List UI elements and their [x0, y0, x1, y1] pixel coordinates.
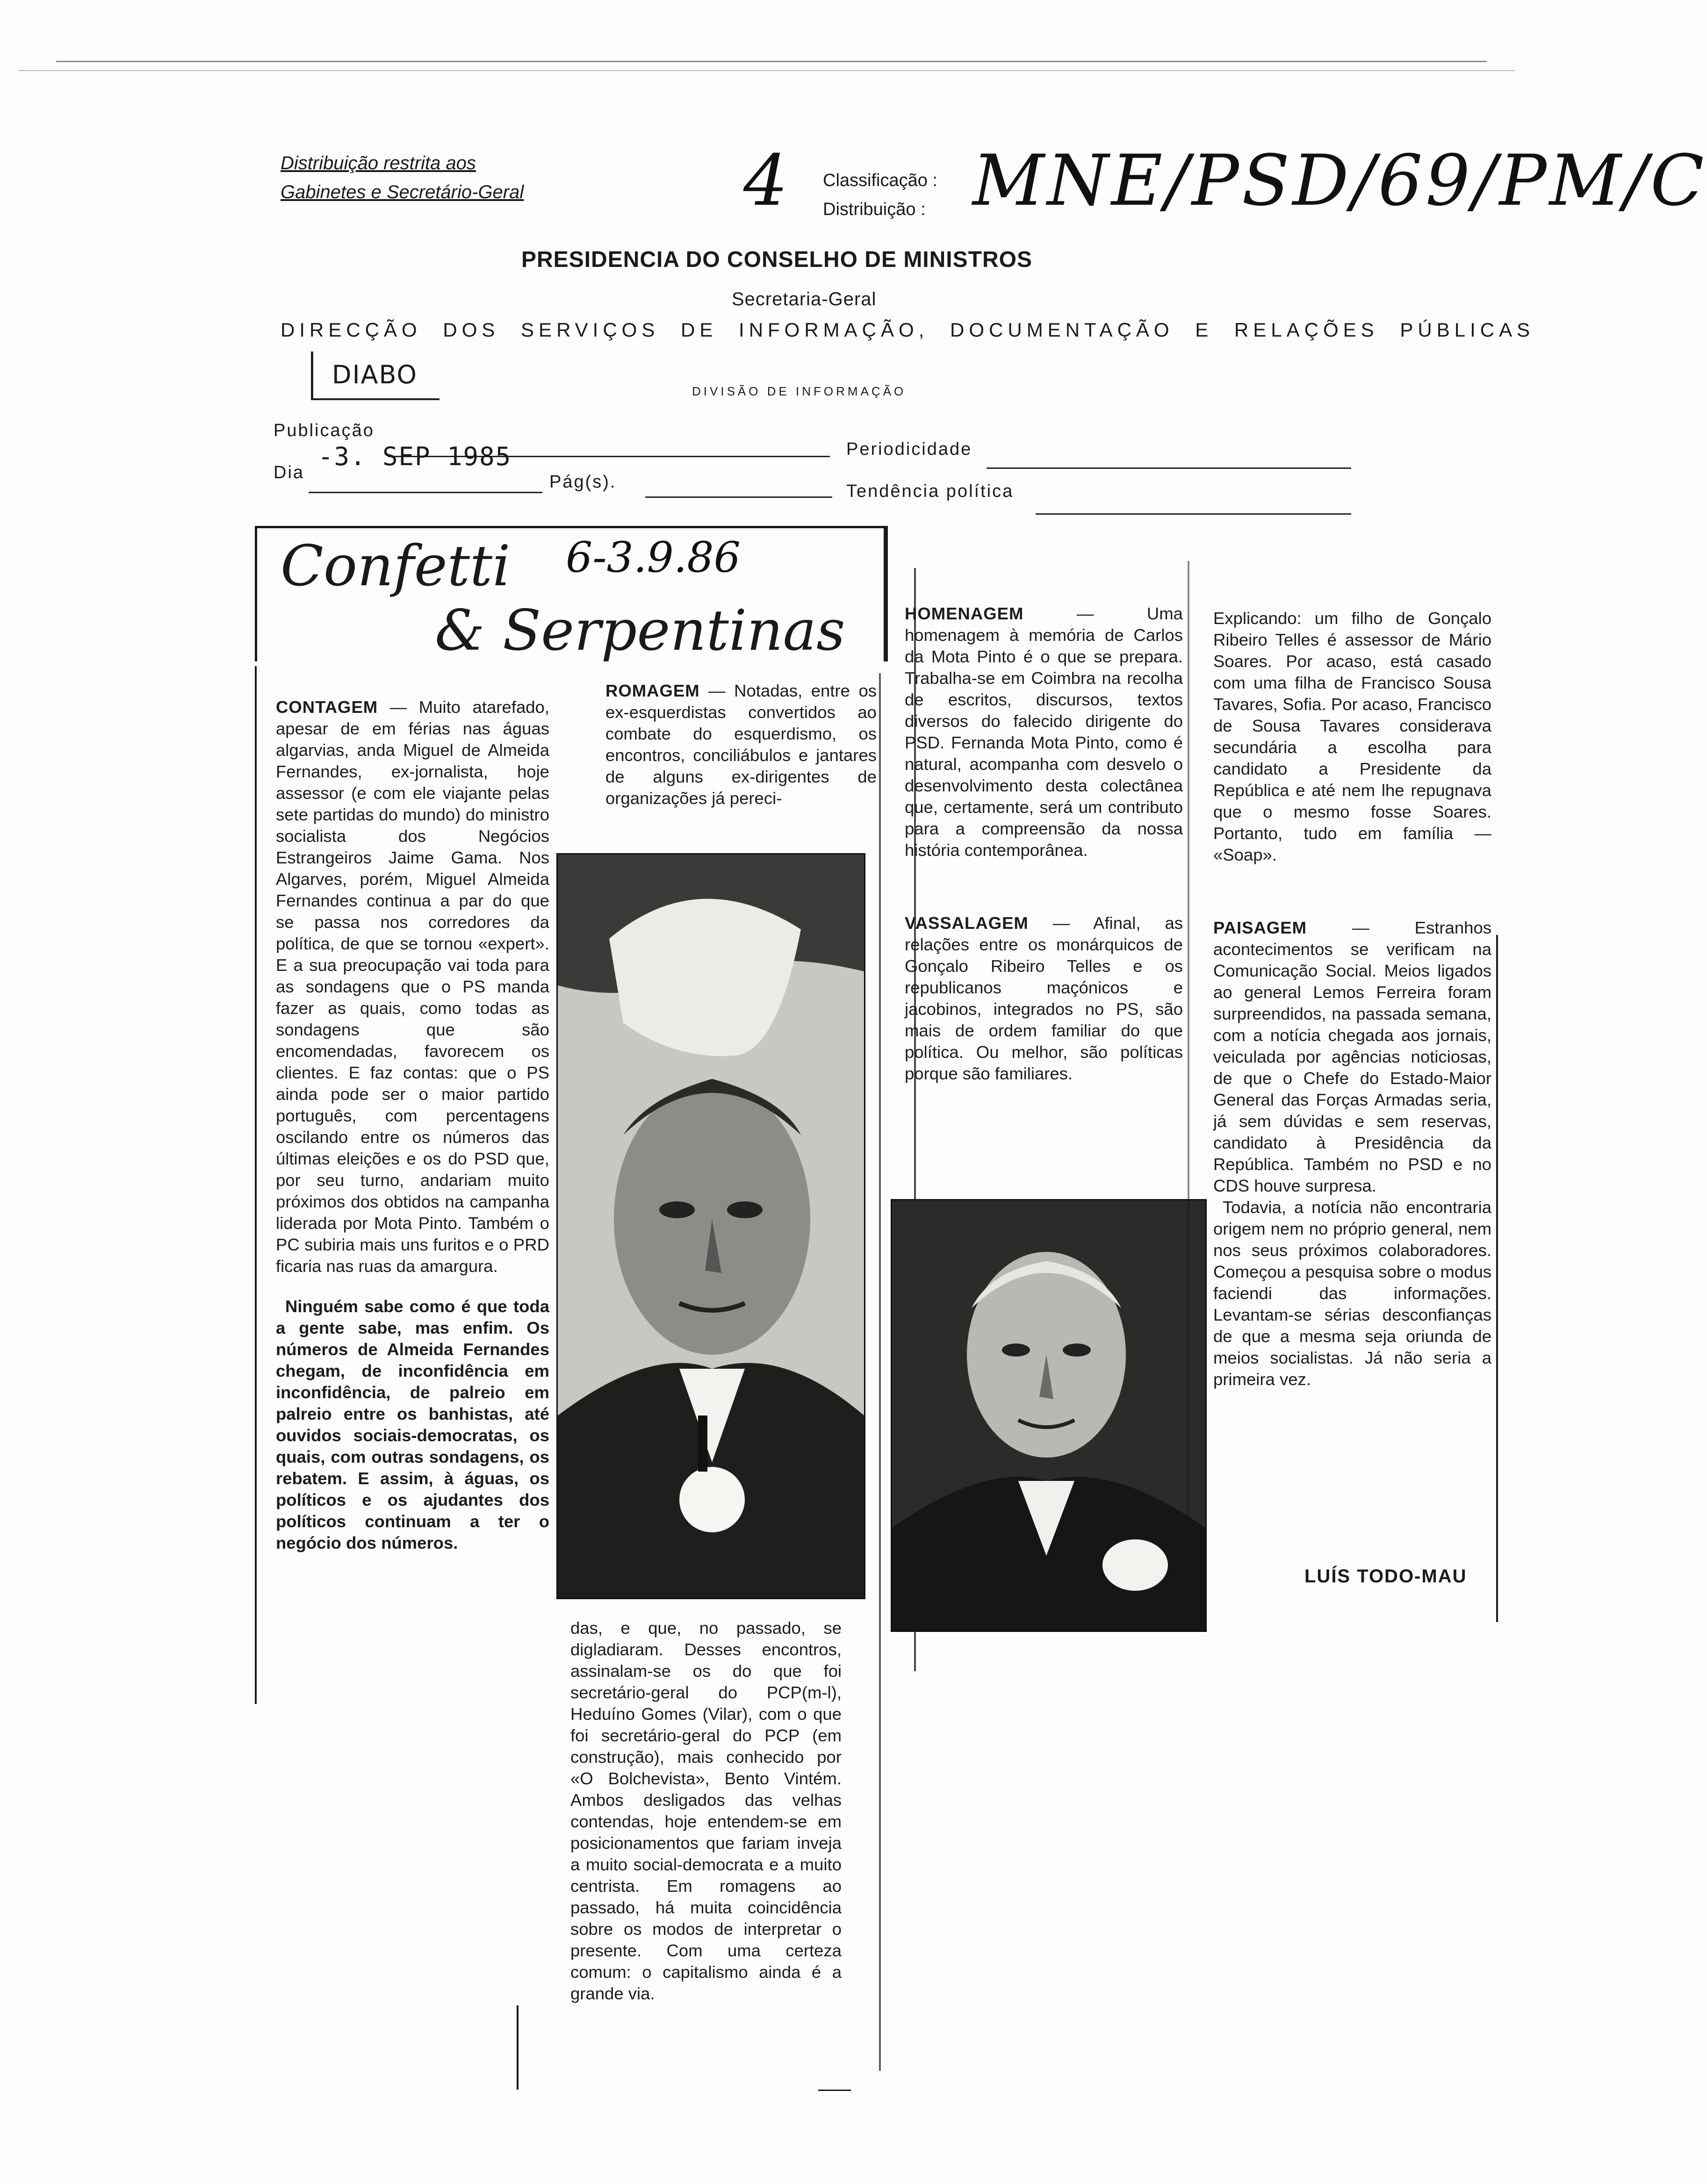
- division-label: DIVISÃO DE INFORMAÇÃO: [692, 384, 907, 398]
- paragraph-explicando: Explicando: um filho de Gonçalo Ribeiro Telles é assessor de Mário Soares. Por acaso, está casado com uma filha de Francisco Sousa Tavares, Sofia. Por acaso, Francisco de Sousa Tavares considerava secundária a escolha para candidato a Presidente da República e até nem lhe repugnava que o mesmo fosse Soares. Portanto, tudo em família — «Soap».: [1213, 609, 1491, 864]
- paragraph-todavia: Todavia, a notícia não encontraria origem nem no próprio general, nem nos seus próximos colaboradores. Começou a pesquisa sobre o modus faciendi das informações. Levantam-se sérias desconfianças de que a mesma seja oriunda de meios socialistas. Já não seria a primeira vez.: [1213, 1198, 1491, 1389]
- secretariat-title: Secretaria-Geral: [732, 289, 877, 309]
- photo-portrait-left-graphic: [558, 855, 864, 1598]
- publicacao-label: Publicação: [274, 421, 375, 440]
- handwritten-date-note: 6-3.9.86: [566, 533, 741, 582]
- scan-mark: [818, 2090, 851, 2091]
- paragraph-romagem: — Notadas, entre os ex-esquerdistas convertidos ao combate do esquerdismo, os encontros, conciliábulos e jantares de alguns ex-dirigentes de organizações já pereci-: [605, 681, 877, 808]
- directorate-title: DIRECÇÃO DOS SERVIÇOS DE INFORMAÇÃO, DOCUMENTAÇÃO E RELAÇÕES PÚBLICAS: [281, 319, 1535, 341]
- paragraph-paisagem: — Estranhos acontecimentos se verificam na Comunicação Social. Meios ligados ao general Lemos Ferreira foram surpreendidos, na passada semana, com a notícia chegada aos jornais, veiculada por agências noticiosas, de que o Chefe do Estado-Maior General das Forças Armadas seria, já sem dúvidas e sem reservas, candidato à Presidência da República. Também no PSD e no CDS houve surpresa.: [1213, 918, 1491, 1195]
- publication-stamp: DIABO: [311, 352, 439, 400]
- paragraph-romagem-continued: das, e que, no passado, se digladiaram. Desses encontros, assinalam-se os do que foi secretário-geral do PCP(m-l), Heduíno Gomes (Vilar), com o que foi secretário-geral do PCP (em construção), mais conhecido por «O Bolchevista», Bento Vintém. Ambos desligados das velhas contendas, hoje entendem-se em posicionamentos que fariam inveja a muito social-democrata e a muito centrista. Em romagens ao passado, há muita coincidência sobre os modos de interpretar o presente. Com uma certeza comum: o capitalismo ainda é a grande via.: [570, 1618, 842, 2003]
- column-2-bottom: [570, 1617, 842, 2004]
- column-2-top: [605, 680, 877, 809]
- tendencia-label: Tendência política: [846, 481, 1014, 501]
- paragraph-homenagem: — Uma homenagem à memória de Carlos da Mota Pinto é o que se prepara. Trabalha-se em Coimbra na recolha de escritos, discursos, textos diversos do falecido dirigente do PSD. Fernanda Mota Pinto, como é natural, acompanha com desvelo o desenvolvimento desta colectânea que, certamente, será um contributo para a compreensão da nossa história contemporânea.: [905, 604, 1183, 860]
- paragraph-contagem: — Muito atarefado, apesar de em férias nas águas algarvias, anda Miguel de Almeida Fernandes, ex-jornalista, hoje assessor (e com ele viajante pelas sete partidas do mundo) do ministro socialista dos Negócios Estrangeiros Jaime Gama. Nos Algarves, porém, Miguel Almeida Fernandes continua a par do que se passa nos corredores da política, de que se tornou «expert». E a sua preocupação vai toda para as sondagens que o PS manda fazer as quais, como todas as sondagens que são encomendadas, favorecem os clientes. E faz contas: que o PS ainda pode ser o maior partido português, com percentagens oscilando entre os números das últimas eleições e os do PSD que, por seu turno, andariam muito próximos dos obtidos na campanha liderada por Mota Pinto. Também o PC subiria mais uns furitos e o PRD ficaria nas ruas da amargura.: [276, 697, 549, 1276]
- article-banner: [255, 526, 888, 661]
- scan-edge-line: [19, 70, 1515, 71]
- handwritten-archive-code: MNE/PSD/69/PM/C: [972, 140, 1707, 222]
- photo-portrait-left: [556, 853, 865, 1599]
- column-4: [1213, 608, 1491, 1390]
- scan-edge-line: [56, 61, 1487, 62]
- section-heading-romagem: ROMAGEM: [605, 681, 700, 700]
- article-byline: LUÍS TODO-MAU: [1304, 1566, 1467, 1587]
- classification-labels: Classificação : Distribuição :: [823, 171, 937, 219]
- article-title-line2: & Serpentinas: [435, 598, 845, 663]
- section-heading-contagem: CONTAGEM: [276, 697, 378, 717]
- periodicidade-field-line: [987, 467, 1351, 469]
- article-title-line1: Confetti: [281, 534, 511, 599]
- paragraph-vassalagem: — Afinal, as relações entre os monárquicos de Gonçalo Ribeiro Telles e os republicanos maçónicos e jacobinos, integrados no PS, são mais de ordem familiar do que política. Ou melhor, são políticas porque são familiares.: [905, 913, 1183, 1083]
- paragraph-numeros: Ninguém sabe como é que toda a gente sabe, mas enfim. Os números de Almeida Fernandes chegam, de inconfidência em inconfidência, de palreio em palreio entre os banhistas, até ouvidos sociais-democratas, os quais, com outras sondagens, os rebatem. E assim, à águas, os políticos e os ajudantes dos políticos continuam a ter o negócio dos números.: [276, 1297, 549, 1552]
- dia-field-line: [309, 492, 542, 493]
- photo-portrait-right-graphic: [892, 1200, 1205, 1631]
- section-heading-homenagem: HOMENAGEM: [905, 604, 1024, 623]
- photo-portrait-right: [891, 1199, 1207, 1632]
- pags-label: Pág(s).: [549, 472, 617, 492]
- dia-label: Dia: [274, 463, 305, 482]
- restricted-distribution-note: Distribuição restrita aos Gabinetes e Secretário-Geral: [281, 153, 524, 202]
- tendencia-field-line: [1036, 513, 1351, 515]
- column-rule: [255, 666, 257, 1704]
- handwritten-mark: 4: [743, 140, 788, 222]
- ministry-title: PRESIDENCIA DO CONSELHO DE MINISTROS: [521, 247, 1032, 272]
- section-heading-vassalagem: VASSALAGEM: [905, 913, 1029, 933]
- column-rule: [1188, 561, 1189, 1613]
- column-rule: [1496, 935, 1498, 1622]
- column-3-top: [905, 603, 1183, 1085]
- periodicidade-label: Periodicidade: [846, 439, 972, 459]
- scan-mark: [517, 2005, 519, 2090]
- column-1: [276, 697, 549, 1554]
- pags-field-line: [645, 496, 832, 498]
- date-stamp: -3. SEP 1985: [318, 442, 512, 471]
- section-heading-paisagem: PAISAGEM: [1213, 918, 1307, 937]
- column-rule: [879, 673, 881, 2071]
